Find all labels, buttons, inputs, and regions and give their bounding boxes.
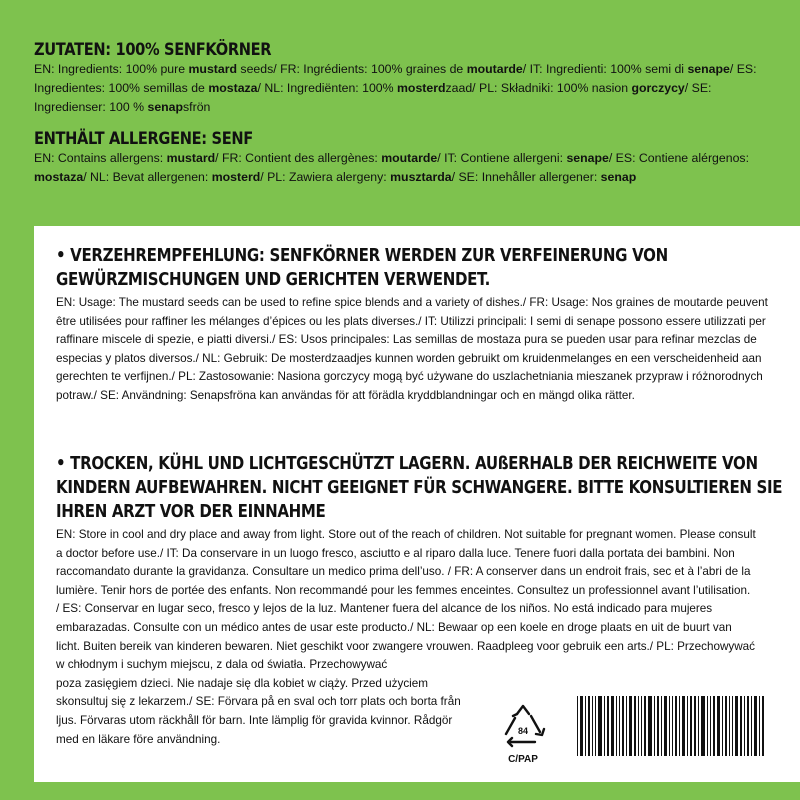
barcode-bar bbox=[592, 696, 593, 756]
barcode-bar bbox=[588, 696, 590, 756]
barcode-bar bbox=[710, 696, 711, 756]
barcode-bar bbox=[672, 696, 673, 756]
barcode-bar bbox=[607, 696, 609, 756]
barcode-bar bbox=[762, 696, 764, 756]
storage-text-wide: EN: Store in cool and dry place and away from light. Store out of the reach of children. Not suitable for pregnant women. Please consult a doctor before use./ IT: Da conservare in un luogo fresco, asciutto e al riparo dalla luce. Tenere fuori dalla portata dei bambini. Non raccomandato durante la gravidanza. Consultare un medico prima dell’uso. / FR: A conserver dans un endroit frais, sec et à l’abri de la lumière. Tenir hors de portée des enfants. Non recommandé pour les femmes enceintes. Consultez un professionnel avant l’utilisation. / ES: Conservar en lugar seco, fresco y lejos de la luz. Mantener fuera del alcance de los niños. No está indicado para mujeres embarazadas. Consulte con un médico antes de usar este producto./ NL: Bewaar op een koele en droge plaats en uit de buurt van licht. Buiten bereik van kinderen bewaren. Niet geschikt voor zwangere vrouwen. Raadpleeg voor gebruik een arts./ PL: Przechowywać w chłodnym i suchym miejscu, z dala od światła. Przechowywać bbox=[56, 528, 756, 672]
ingredients-heading: ZUTATEN: 100% SENFKÖRNER bbox=[34, 40, 272, 60]
barcode-bar bbox=[641, 696, 642, 756]
allergens-text: EN: Contains allergens: mustard/ FR: Contient des allergènes: moutarde/ IT: Contiene allergeni: senape/ ES: Contiene alérgenos: mostaza/ NL: Bevat allergenen: mosterd/ PL: Zawiera alergeny: musztarda/ SE: Innehåller allergener: senap bbox=[34, 151, 749, 184]
barcode-bar bbox=[648, 696, 652, 756]
top-section bbox=[34, 40, 774, 193]
barcode-bar bbox=[669, 696, 670, 756]
recycling-triangle-icon bbox=[500, 704, 546, 770]
barcode-bar bbox=[759, 696, 760, 756]
barcode-bar bbox=[616, 696, 617, 756]
barcode-bar bbox=[626, 696, 627, 756]
barcode-bar bbox=[694, 696, 696, 756]
barcode-bar bbox=[611, 696, 614, 756]
barcode bbox=[577, 696, 777, 756]
ingredients-text: EN: Ingredients: 100% pure mustard seeds/ FR: Ingrédients: 100% graines de moutarde/ IT: Ingredienti: 100% semi di senape/ ES: Ingredientes: 100% semillas de mostaza/ NL: Ingrediënten: 100% mosterdzaad/ PL: Składniki: 100% nasion gorczycy/ SE: Ingredienser: 100 % senapsfrön bbox=[34, 62, 757, 114]
barcode-bar bbox=[747, 696, 749, 756]
barcode-bar bbox=[701, 696, 705, 756]
recycle-code: C/PAP bbox=[508, 754, 538, 765]
barcode-bar bbox=[638, 696, 639, 756]
barcode-bar bbox=[675, 696, 677, 756]
usage-text: EN: Usage: The mustard seeds can be used to refine spice blends and a variety of dishes./ FR: Usage: Nos graines de moutarde peuvent être utilisées pour raffiner les mélanges d’épices ou les plats diverses./ IT: Utilizzi principali: I semi di senape possono essere utilizzati per raffinare miscele di spezie, e piatti diversi./ ES: Usos principales: Las semillas de mostaza pura se pueden usar para refinar mezclas de especias y platos diversos./ NL: Gebruik: De mosterdzaadjes kunnen worden gebruikt om kruidenmelanges en een verscheidenheid aan gerechten te verfijnen./ PL: Zastosowanie: Nasiona gorczycy mogą być używane do uszlachetniania mieszanek przypraw i różnorodnych potraw./ SE: Användning: Senapsfröna kan användas för att förädla kryddblandningar och en mängd olika rätter. bbox=[56, 296, 768, 402]
barcode-bar bbox=[580, 696, 583, 756]
barcode-bar bbox=[634, 696, 636, 756]
barcode-bar bbox=[657, 696, 659, 756]
barcode-bar bbox=[690, 696, 692, 756]
barcode-bar bbox=[732, 696, 733, 756]
barcode-bar bbox=[619, 696, 620, 756]
barcode-bar bbox=[654, 696, 655, 756]
barcode-bar bbox=[754, 696, 757, 756]
barcode-bar bbox=[740, 696, 742, 756]
barcode-bar bbox=[687, 696, 688, 756]
barcode-bar bbox=[598, 696, 602, 756]
barcode-bar bbox=[585, 696, 586, 756]
info-panel bbox=[34, 226, 800, 782]
storage-heading: • TROCKEN, KÜHL UND LICHTGESCHÜTZT LAGERN. AUßERHALB DER REICHWEITE VON KINDERN AUFBEWAHREN. NICHT GEEIGNET FÜR SCHWANGERE. BITTE KONSULTIEREN SIE IHREN ARZT VOR DER EINNAHME bbox=[56, 454, 783, 522]
barcode-bar bbox=[735, 696, 738, 756]
allergens-heading: ENTHÄLT ALLERGENE: SENF bbox=[34, 129, 253, 149]
barcode-bar bbox=[595, 696, 596, 756]
barcode-bar bbox=[682, 696, 685, 756]
storage-text-narrow: poza zasięgiem dzieci. Nie nadaje się dla kobiet w ciąży. Przed użyciem skonsultuj się z lekarzem./ SE: Förvara på en sval och torr plats och borta från ljus. Förvaras utom räckhåll för barn. Inte lämplig för gravida kvinnor. Rådgör med en läkare före användning. bbox=[56, 676, 461, 746]
barcode-bar bbox=[725, 696, 727, 756]
barcode-bar bbox=[713, 696, 715, 756]
barcode-bar bbox=[577, 696, 578, 756]
barcode-bar bbox=[664, 696, 667, 756]
barcode-bar bbox=[604, 696, 605, 756]
usage-heading: • VERZEHREMPFEHLUNG: SENFKÖRNER WERDEN ZUR VERFEINERUNG VON GEWÜRZMISCHUNGEN UND GERICHTEN VERWENDET. bbox=[56, 246, 668, 290]
barcode-bar bbox=[644, 696, 646, 756]
barcode-bar bbox=[729, 696, 730, 756]
barcode-bar bbox=[622, 696, 624, 756]
barcode-bar bbox=[751, 696, 752, 756]
barcode-bar bbox=[629, 696, 632, 756]
barcode-bar bbox=[698, 696, 699, 756]
barcode-bar bbox=[661, 696, 662, 756]
barcode-bar bbox=[722, 696, 723, 756]
barcode-bar bbox=[717, 696, 720, 756]
barcode-bar bbox=[707, 696, 708, 756]
usage-block bbox=[56, 244, 776, 417]
barcode-bar bbox=[744, 696, 745, 756]
recycle-number: 84 bbox=[517, 726, 529, 736]
barcode-bar bbox=[679, 696, 680, 756]
